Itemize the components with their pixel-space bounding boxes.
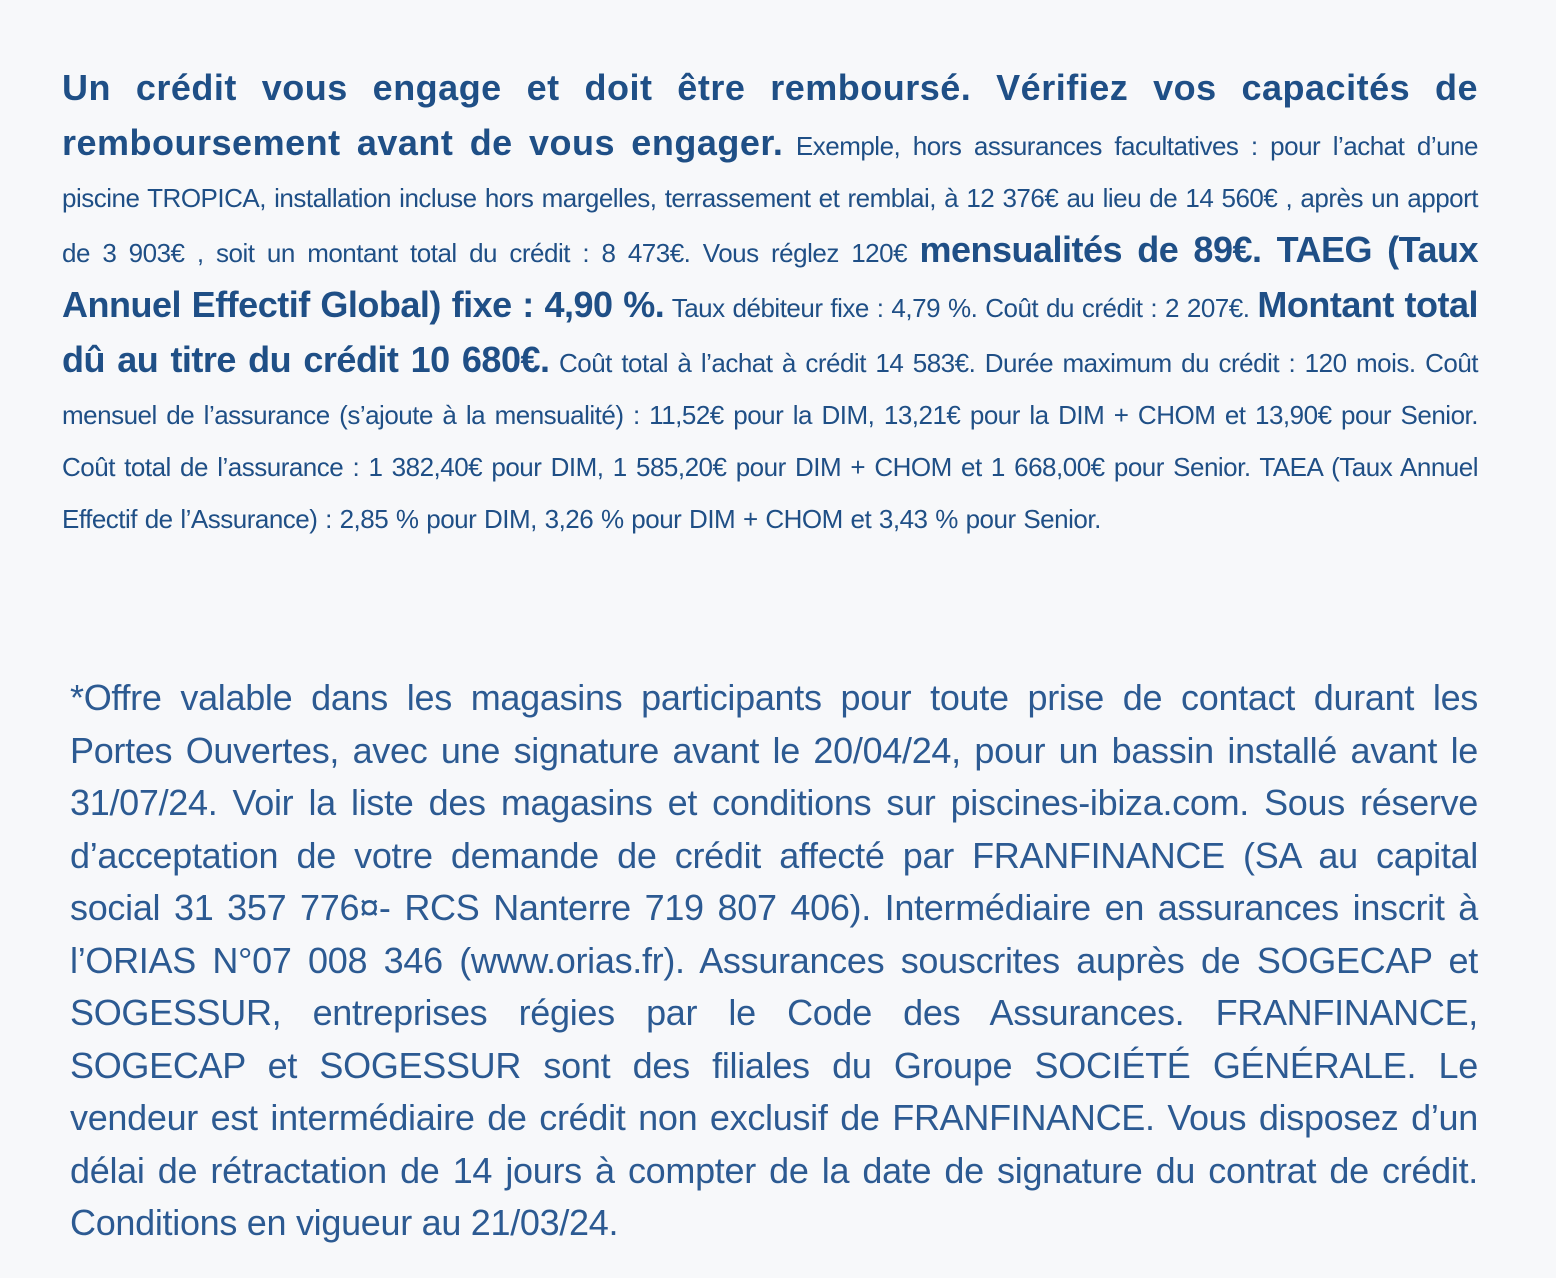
credit-warning: Un crédit vous engage et doit être remboursé. Vérifiez vos capacités de remboursement avant de vous engager. [62,67,1478,163]
rate-details: Taux débiteur fixe : 4,79 %. Coût du crédit : 2 207€. [664,293,1258,323]
offer-legal-notice: *Offre valable dans les magasins participants pour toute prise de contact durant les Portes Ouvertes, avec une signature avant le 20/04/24, pour un bassin installé avant le 31/07/24. Voir la liste des magasins et conditions sur piscines-ibiza.com. Sous réserve d’acceptation de votre demande de crédit affecté par FRANFINANCE (SA au capital social 31 357 776¤- RCS Nanterre 719 807 406). Intermédiaire en assurances inscrit à l’ORIAS N°07 008 346 (www.orias.fr). Assurances souscrites auprès de SOGECAP et SOGESSUR, entreprises régies par le Code des Assurances. FRANFINANCE, SOGECAP et SOGESSUR sont des filiales du Groupe SOCIÉTÉ GÉNÉRALE. Le vendeur est intermédiaire de crédit non exclusif de FRANFINANCE. Vous disposez d’un délai de rétractation de 14 jours à compter de la date de signature du contrat de crédit. Conditions en vigueur au 21/03/24. [70,677,1478,1243]
credit-example: Exemple, hors assurances facultatives : pour l’achat d’une piscine TROPICA, installation incluse hors margelles, terrassement et remblai, à 12 376€ au lieu de 14 560€ , après un apport de 3 903€ , soit un montant total du crédit : 8 473€. Vous réglez 120€ [62,131,1478,268]
insurance-details: Coût total à l’achat à crédit 14 583€. Durée maximum du crédit : 120 mois. Coût mensuel de l’assurance (s’ajoute à la mensualité) : 11,52€ pour la DIM, 13,21€ pour la DIM + CHOM et 13,90€ pour Senior. Coût total de l’assurance : 1 382,40€ pour DIM, 1 585,20€ pour DIM + CHOM et 1 668,00€ pour Senior. TAEA (Taux Annuel Effectif de l’Assurance) : 2,85 % pour DIM, 3,26 % pour DIM + CHOM et 3,43 % pour Senior. [62,348,1478,534]
credit-legal-notice [62,62,1478,545]
monthly-payment-taeg: mensualités de 89€. TAEG (Taux Annuel Effectif Global) fixe : 4,90 %. [62,229,1478,325]
total-amount-due: Montant total dû au titre du crédit 10 680€. [62,284,1479,380]
